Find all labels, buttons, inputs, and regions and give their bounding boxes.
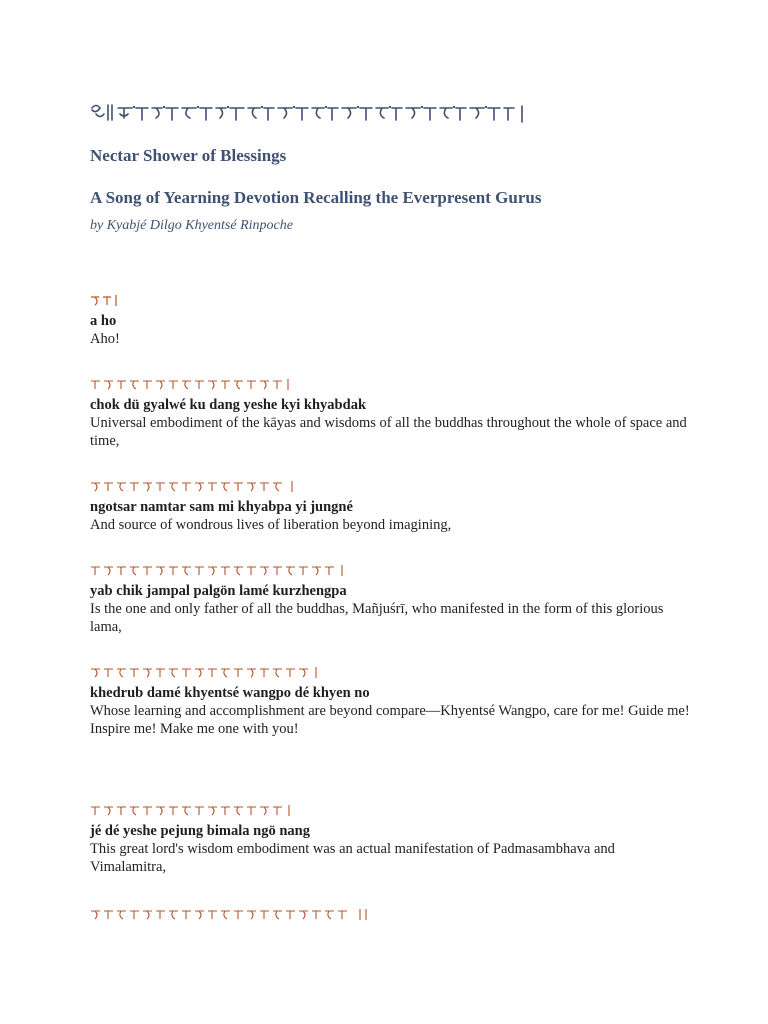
verse-6-translation: This great lord's wisdom embodiment was an actual manifestation of Padmasambhava and Vimalamitra,	[90, 841, 615, 875]
tibetan-title	[90, 100, 690, 126]
verse-4	[90, 562, 690, 636]
verse-5	[90, 664, 690, 738]
verse-3-tibetan	[90, 478, 690, 494]
verse-1	[90, 292, 690, 348]
verse-4-tibetan	[90, 562, 690, 578]
document-title: Nectar Shower of Blessings	[90, 146, 287, 165]
verse-3-translation: And source of wondrous lives of liberation beyond imagining,	[90, 517, 452, 533]
verse-1-translation: Aho!	[90, 331, 120, 347]
verse-5-tibetan	[90, 664, 690, 680]
verse-3-transliteration: ngotsar namtar sam mi khyabpa yi jungné	[90, 499, 353, 515]
verse-2-translation: Universal embodiment of the kāyas and wisdoms of all the buddhas throughout the whole of space and time,	[90, 415, 687, 449]
verse-2-transliteration: chok dü gyalwé ku dang yeshe kyi khyabdak	[90, 397, 367, 413]
verse-5-transliteration: khedrub damé khyentsé wangpo dé khyen no	[90, 685, 370, 701]
verse-4-transliteration: yab chik jampal palgön lamé kurzhengpa	[90, 583, 347, 599]
verse-7	[90, 906, 690, 926]
author-byline: by Kyabjé Dilgo Khyentsé Rinpoche	[90, 218, 293, 233]
verse-6	[90, 802, 690, 876]
verse-5-translation: Whose learning and accomplishment are beyond compare—Khyentsé Wangpo, care for me! Guide me! Inspire me! Make me one with you!	[90, 703, 690, 737]
verse-3	[90, 478, 690, 534]
verse-6-tibetan	[90, 802, 690, 818]
verse-6-transliteration: jé dé yeshe pejung bimala ngö nang	[90, 823, 310, 839]
verse-7-tibetan	[90, 906, 690, 922]
document-subtitle: A Song of Yearning Devotion Recalling the Everpresent Gurus	[90, 188, 542, 207]
verse-2	[90, 376, 690, 450]
tibetan-title-script	[90, 100, 530, 126]
verse-1-transliteration: a ho	[90, 313, 117, 329]
verse-1-tibetan	[90, 292, 690, 308]
verse-4-translation: Is the one and only father of all the buddhas, Mañjuśrī, who manifested in the form of this glorious lama,	[90, 601, 664, 635]
verse-2-tibetan	[90, 376, 690, 392]
